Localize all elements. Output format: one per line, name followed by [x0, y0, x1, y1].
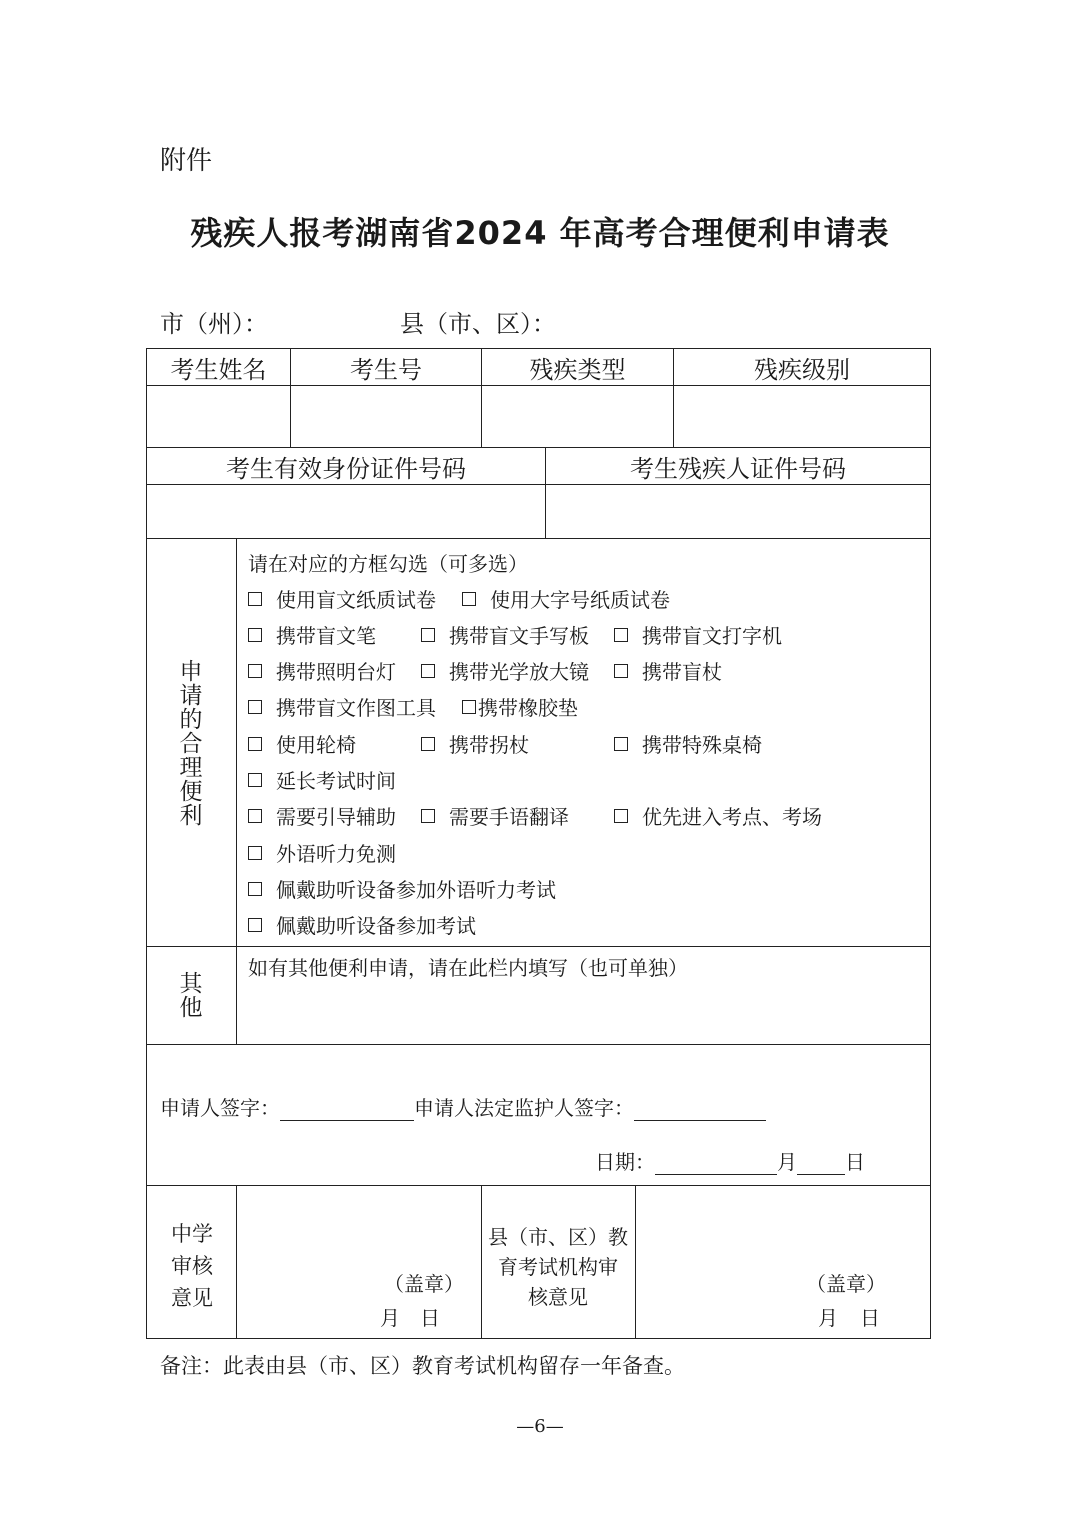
- county-month-label: 月: [818, 1306, 838, 1330]
- option-hearing-aid-listening[interactable]: 佩戴助听设备参加外语听力考试: [248, 874, 556, 903]
- date-year-field[interactable]: [655, 1154, 777, 1175]
- option-rubber-mat[interactable]: 携带橡胶垫: [462, 692, 578, 721]
- option-special-desk[interactable]: 携带特殊桌椅: [614, 729, 762, 758]
- option-hearing-aid-exam[interactable]: 佩戴助听设备参加考试: [248, 910, 476, 939]
- disability-type-field[interactable]: [483, 387, 672, 446]
- school-month-label: 月: [380, 1306, 400, 1330]
- checkbox-icon: [248, 628, 262, 642]
- other-instruction: 如有其他便利申请，请在此栏内填写（也可单独）: [248, 956, 688, 980]
- accommodation-label: 申 请 的 合 理 便 利: [179, 659, 203, 829]
- option-braille-pen[interactable]: 携带盲文笔: [248, 620, 376, 649]
- header-name: 考生姓名: [170, 355, 267, 384]
- option-wheelchair[interactable]: 使用轮椅: [248, 729, 356, 758]
- option-extended-time[interactable]: 延长考试时间: [248, 765, 396, 794]
- checkbox-icon: [421, 664, 435, 678]
- exam-number-field[interactable]: [292, 387, 480, 446]
- option-braille-typewriter[interactable]: 携带盲文打字机: [614, 620, 782, 649]
- id-number-field[interactable]: [148, 486, 544, 537]
- option-listening-exempt[interactable]: 外语听力免测: [248, 838, 396, 867]
- disability-level-field[interactable]: [675, 387, 929, 446]
- checkbox-icon: [248, 918, 262, 932]
- school-seal-label: （盖章）: [384, 1272, 464, 1296]
- attachment-label: 附件: [160, 146, 213, 176]
- checkbox-icon: [248, 664, 262, 678]
- date-day-label: 日: [845, 1150, 865, 1174]
- county-day-label: 日: [860, 1306, 880, 1330]
- header-exam-number: 考生号: [350, 355, 422, 384]
- option-sign-language[interactable]: 需要手语翻译: [421, 801, 569, 830]
- header-disability-type: 残疾类型: [529, 355, 626, 384]
- county-seal-label: （盖章）: [806, 1272, 886, 1296]
- checkbox-icon: [462, 592, 476, 606]
- checkbox-icon: [248, 773, 262, 787]
- header-disability-level: 残疾级别: [754, 355, 850, 384]
- accommodation-instruction: 请在对应的方框勾选（可多选）: [248, 552, 528, 576]
- footnote: 备注：此表由县（市、区）教育考试机构留存一年备查。: [160, 1354, 685, 1378]
- checkbox-icon: [421, 628, 435, 642]
- date-row: [595, 1146, 865, 1175]
- school-day-label: 日: [420, 1306, 440, 1330]
- option-desk-lamp[interactable]: 携带照明台灯: [248, 656, 396, 685]
- checkbox-icon: [248, 737, 262, 751]
- option-large-print-paper[interactable]: 使用大字号纸质试卷: [462, 584, 670, 613]
- county-review-label: 县（市、区）教 育考试机构审 核意见: [488, 1225, 628, 1309]
- option-crutches[interactable]: 携带拐杖: [421, 729, 529, 758]
- option-braille-drawing-tools[interactable]: 携带盲文作图工具: [248, 692, 436, 721]
- checkbox-icon: [248, 846, 262, 860]
- school-review-label: 中学 审核 意见: [171, 1222, 213, 1310]
- guardian-signature-field[interactable]: [634, 1100, 766, 1121]
- option-priority-entry[interactable]: 优先进入考点、考场: [614, 801, 822, 830]
- date-month-field[interactable]: [797, 1154, 845, 1175]
- header-id-number: 考生有效身份证件号码: [226, 454, 466, 483]
- checkbox-icon: [421, 809, 435, 823]
- checkbox-icon: [614, 628, 628, 642]
- checkbox-icon: [614, 809, 628, 823]
- signature-row: [160, 1092, 766, 1121]
- checkbox-icon: [614, 737, 628, 751]
- checkbox-icon: [614, 664, 628, 678]
- other-label: 其 他: [179, 971, 203, 1021]
- checkbox-icon: [462, 700, 476, 714]
- option-white-cane[interactable]: 携带盲杖: [614, 656, 722, 685]
- date-label: 日期：: [595, 1150, 655, 1174]
- applicant-signature-label: 申请人签字：: [160, 1096, 280, 1120]
- checkbox-icon: [248, 809, 262, 823]
- option-braille-slate[interactable]: 携带盲文手写板: [421, 620, 589, 649]
- applicant-signature-field[interactable]: [280, 1100, 414, 1121]
- option-braille-paper[interactable]: 使用盲文纸质试卷: [248, 584, 436, 613]
- disability-cert-field[interactable]: [547, 486, 929, 537]
- checkbox-icon: [248, 700, 262, 714]
- other-field[interactable]: [238, 980, 928, 1042]
- option-magnifier[interactable]: 携带光学放大镜: [421, 656, 589, 685]
- option-guide-assist[interactable]: 需要引导辅助: [248, 801, 396, 830]
- date-month-label: 月: [777, 1150, 797, 1174]
- city-label: 市（州）：: [160, 310, 268, 338]
- page-number: —6—: [516, 1416, 564, 1437]
- checkbox-icon: [248, 592, 262, 606]
- county-label: 县（市、区）：: [400, 310, 556, 338]
- checkbox-icon: [421, 737, 435, 751]
- guardian-signature-label: 申请人法定监护人签字：: [414, 1096, 634, 1120]
- form-title: 残疾人报考湖南省2024 年高考合理便利申请表: [190, 214, 890, 252]
- header-disability-cert: 考生残疾人证件号码: [630, 454, 846, 483]
- name-field[interactable]: [148, 387, 289, 446]
- checkbox-icon: [248, 882, 262, 896]
